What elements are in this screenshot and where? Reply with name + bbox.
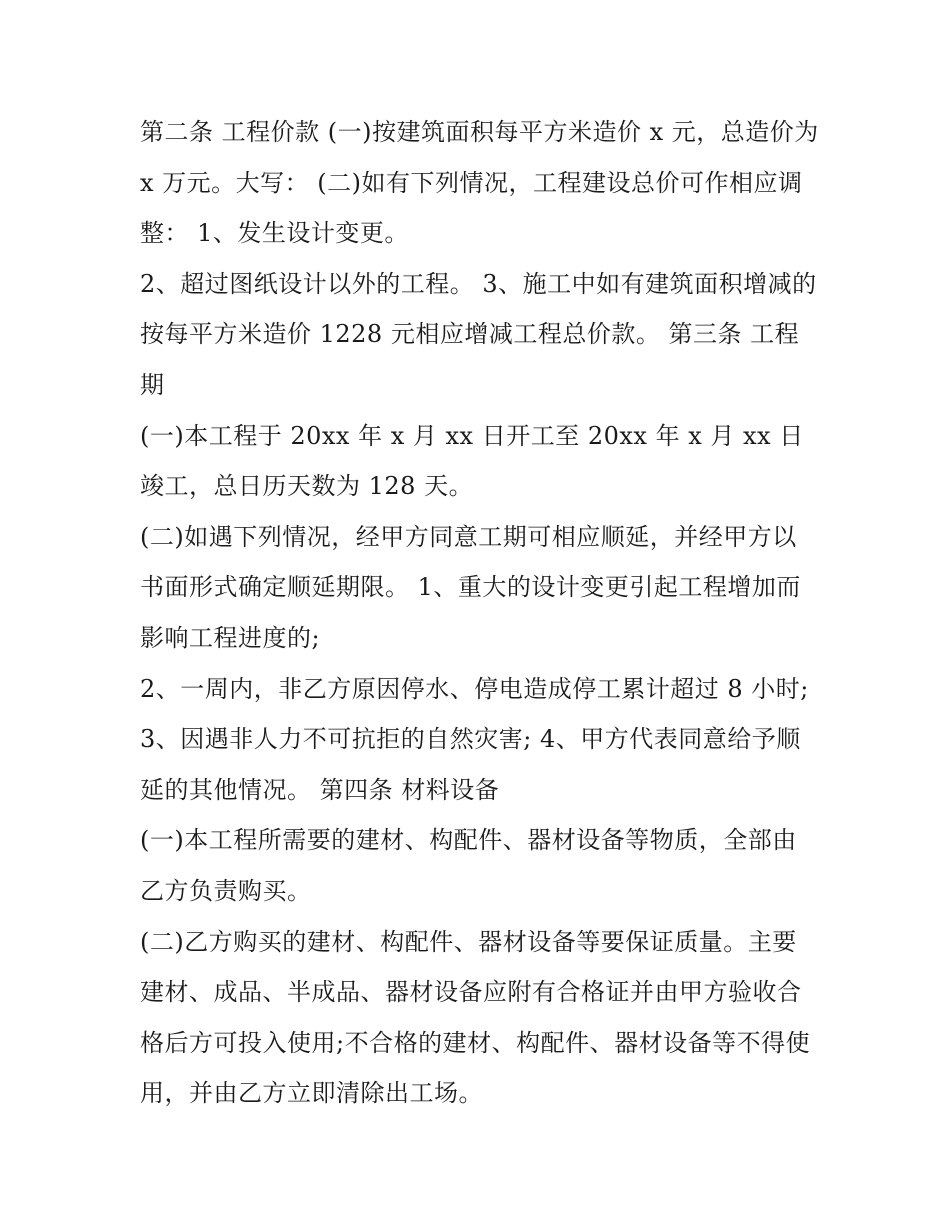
- paragraph-extra-work: 2、超过图纸设计以外的工程。 3、施工中如有建筑面积增减的按每平方米造价 1228 元相应增减工程总价款。 第三条 工程期: [140, 269, 817, 399]
- document-body: [140, 107, 820, 1119]
- paragraph-materials-quality: (二)乙方购买的建材、构配件、器材设备等要保证质量。主要建材、成品、半成品、器材设备应附有合格证并由甲方验收合格后方可投入使用;不合格的建材、构配件、器材设备等不得使用，并由乙方立即清除出工场。: [140, 927, 811, 1108]
- paragraph-price: 第二条 工程价款 (一)按建筑面积每平方米造价 x 元，总造价为 x 万元。大写： (二)如有下列情况，工程建设总价可作相应调整： 1、发生设计变更。: [140, 118, 819, 248]
- paragraph-outage: 2、一周内，非乙方原因停水、停电造成停工累计超过 8 小时;: [140, 674, 809, 703]
- paragraph-schedule: (一)本工程于 20xx 年 x 月 xx 日开工至 20xx 年 x 月 xx 日竣工，总日历天数为 128 天。: [140, 421, 804, 501]
- paragraph-extension: (二)如遇下列情况，经甲方同意工期可相应顺延，并经甲方以书面形式确定顺延期限。 1、重大的设计变更引起工程增加而影响工程进度的;: [140, 522, 801, 652]
- paragraph-force-majeure: 3、因遇非人力不可抗拒的自然灾害; 4、甲方代表同意给予顺延的其他情况。 第四条 材料设备: [140, 725, 801, 804]
- paragraph-materials-purchase: (一)本工程所需要的建材、构配件、器材设备等物质，全部由乙方负责购买。: [140, 826, 797, 905]
